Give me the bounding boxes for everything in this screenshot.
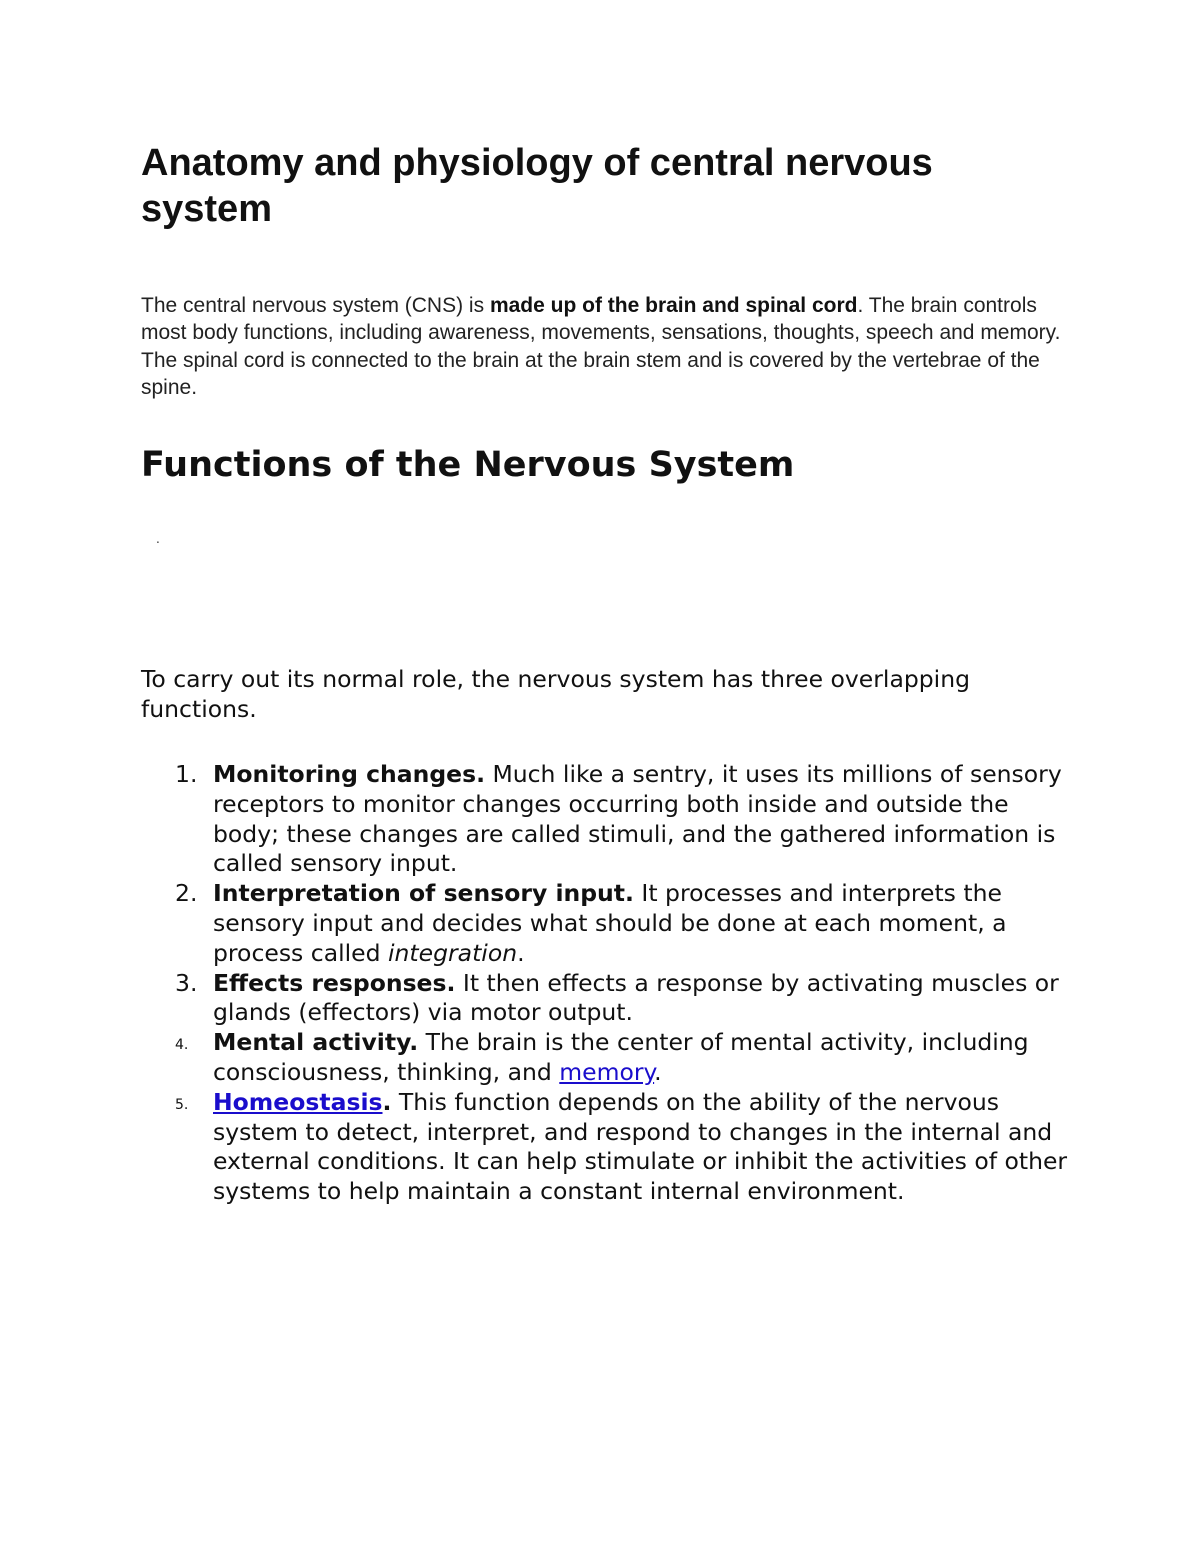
list-item-number: 1. <box>175 760 198 788</box>
list-item-number: 3. <box>175 968 198 997</box>
list-item-title-end: . <box>382 1087 392 1116</box>
list-item <box>141 1028 1071 1088</box>
list-item-title: Mental activity. <box>213 1028 419 1057</box>
stray-dot: . <box>156 532 160 546</box>
list-item-title: Monitoring changes. <box>213 760 485 788</box>
list-item-number: 2. <box>175 879 198 908</box>
list-item-text: This function depends on the ability of the nervous system to detect, interpret, and respond to changes in the internal and external conditions. It can help stimulate or inhibit the activities of other systems to help maintain a constant internal environment. <box>213 1087 1068 1206</box>
lead-paragraph: To carry out its normal role, the nervous system has three overlapping functions. <box>141 665 971 723</box>
list-item <box>141 760 1071 879</box>
list-item-text-end: . <box>517 938 525 967</box>
functions-list <box>141 760 1071 1207</box>
list-item-text-end: . <box>654 1057 662 1086</box>
page-title: Anatomy and physiology of central nervous system <box>141 142 933 230</box>
list-item-text: It then effects a response by activating muscles or glands (effectors) via motor output. <box>213 968 1059 1027</box>
intro-paragraph <box>141 292 1076 401</box>
list-item-text: The brain is the center of mental activity, including consciousness, thinking, and <box>213 1028 1029 1086</box>
memory-link[interactable]: memory <box>559 1057 655 1086</box>
intro-text-after: . The brain controls most body functions, including awareness, movements, sensations, thoughts, speech and memory. The spinal cord is connected to the brain at the brain stem and is covered by the vertebrae of the spine. <box>141 294 1061 399</box>
list-item-number: 5. <box>175 1096 189 1113</box>
list-item-text: It processes and interprets the sensory input and decides what should be done at each moment, a process called <box>213 879 1007 967</box>
list-item <box>141 1088 1071 1207</box>
list-item-italic: integration <box>388 938 518 967</box>
intro-text-before: The central nervous system (CNS) is <box>141 294 490 317</box>
list-item-title: Interpretation of sensory input. <box>213 879 634 908</box>
list-item-number: 4. <box>175 1037 189 1054</box>
intro-bold-text: made up of the brain and spinal cord <box>489 294 858 317</box>
homeostasis-link[interactable]: Homeostasis <box>213 1087 383 1116</box>
list-item-title: Effects responses. <box>213 968 456 997</box>
list-item-text: Much like a sentry, it uses its millions of sensory receptors to monitor changes occurring both inside and outside the body; these changes are called stimuli, and the gathered information is called sensory input. <box>213 760 1062 878</box>
section-heading: Functions of the Nervous System <box>141 445 795 485</box>
list-item <box>141 879 1071 968</box>
list-item <box>141 969 1071 1029</box>
